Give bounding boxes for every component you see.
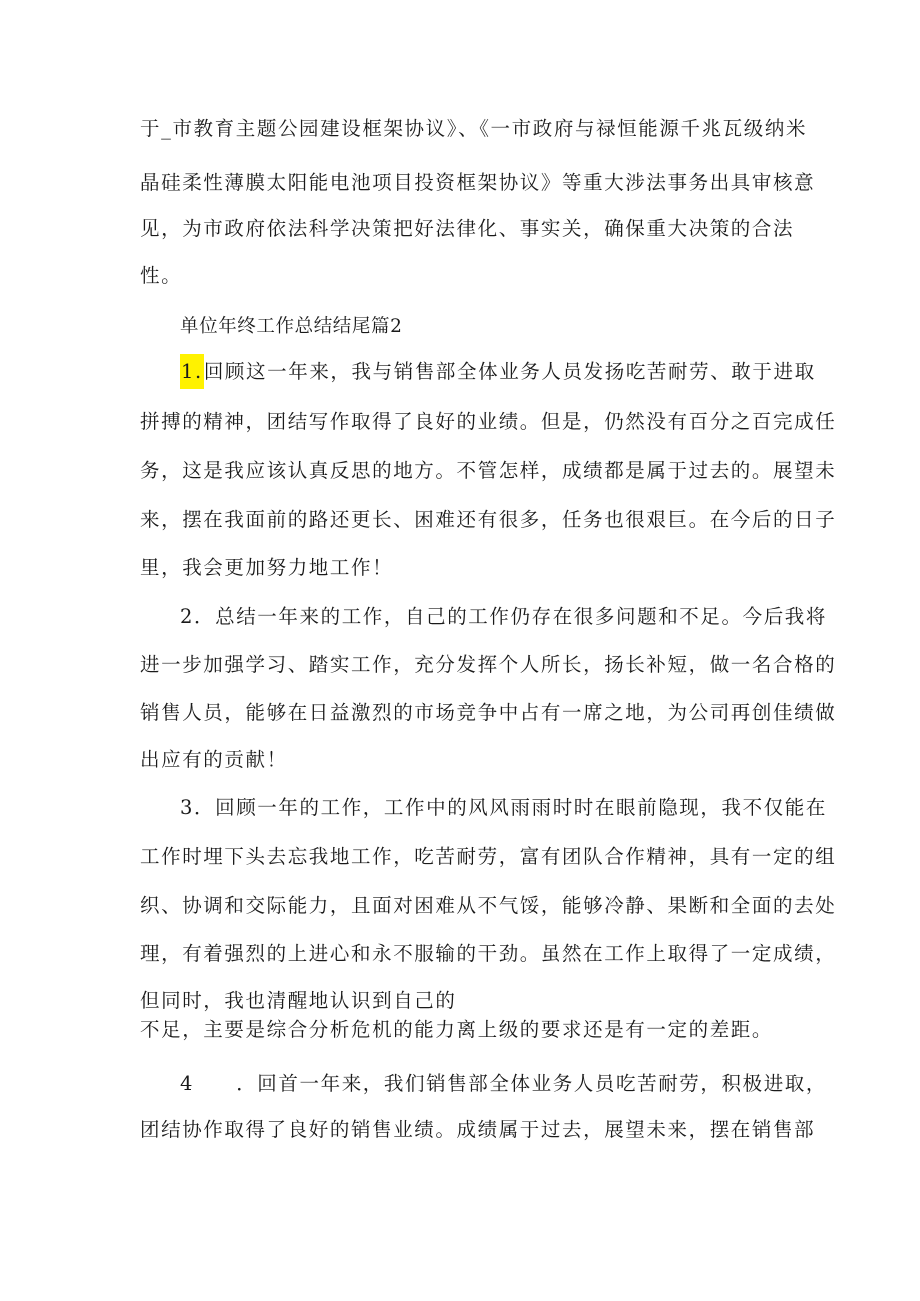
paragraph-line: 理，有着强烈的上进心和永不服输的干劲。虽然在工作上取得了一定成绩， xyxy=(140,942,837,965)
paragraph-line-text: 回顾这一年来，我与销售部全体业务人员发扬吃苦耐劳、敢于进取 xyxy=(203,360,816,383)
paragraph-line: 务，这是我应该认真反思的地方。不管怎样，成绩都是属于过去的。展望未 xyxy=(140,459,837,482)
paragraph-line: 织、协调和交际能力，且面对困难从不气馁，能够冷静、果断和全面的去处 xyxy=(140,894,837,917)
paragraph-line: 销售人员，能够在日益激烈的市场竞争中占有一席之地，为公司再创佳绩做 xyxy=(140,701,837,724)
paragraph-line: 团结协作取得了良好的销售业绩。成绩属于过去，展望未来，摆在销售部 xyxy=(140,1118,816,1141)
paragraph-line: 晶硅柔性薄膜太阳能电池项目投资框架协议》等重大涉法事务出具审核意 xyxy=(140,171,816,194)
paragraph-line: 进一步加强学习、踏实工作，充分发挥个人所长，扬长补短，做一名合格的 xyxy=(140,653,837,676)
paragraph-line: 出应有的贡献！ xyxy=(140,748,288,771)
section-title: 单位年终工作总结结尾篇2 xyxy=(180,316,403,337)
paragraph-line: 拼搏的精神，团结写作取得了良好的业绩。但是，仍然没有百分之百完成任 xyxy=(140,410,837,433)
highlighted-number: 1. xyxy=(180,354,204,389)
paragraph-line: 4 ．回首一年来，我们销售部全体业务人员吃苦耐劳，积极进取， xyxy=(180,1072,828,1095)
paragraph-line: 不足，主要是综合分析危机的能力离上级的要求还是有一定的差距。 xyxy=(140,1018,774,1041)
paragraph-line: 2．总结一年来的工作，自己的工作仍存在很多问题和不足。今后我将 xyxy=(180,605,828,628)
item-1-first-line xyxy=(180,358,816,386)
paragraph-line: 性。 xyxy=(140,264,183,287)
paragraph-line: 里，我会更加努力地工作！ xyxy=(140,556,394,579)
paragraph-line: 见，为市政府依法科学决策把好法律化、事实关，确保重大决策的合法 xyxy=(140,217,795,240)
paragraph-line: 工作时埋下头去忘我地工作，吃苦耐劳，富有团队合作精神，具有一定的组 xyxy=(140,845,837,868)
paragraph-line: 3．回顾一年的工作，工作中的风风雨雨时时在眼前隐现，我不仅能在 xyxy=(180,796,828,819)
paragraph-line: 来，摆在我面前的路还更长、困难还有很多，任务也很艰巨。在今后的日子 xyxy=(140,508,837,531)
paragraph-line: 但同时，我也清醒地认识到自己的 xyxy=(140,989,457,1012)
paragraph-line: 于_市教育主题公园建设框架协议》、《一市政府与禄恒能源千兆瓦级纳米 xyxy=(140,117,808,140)
